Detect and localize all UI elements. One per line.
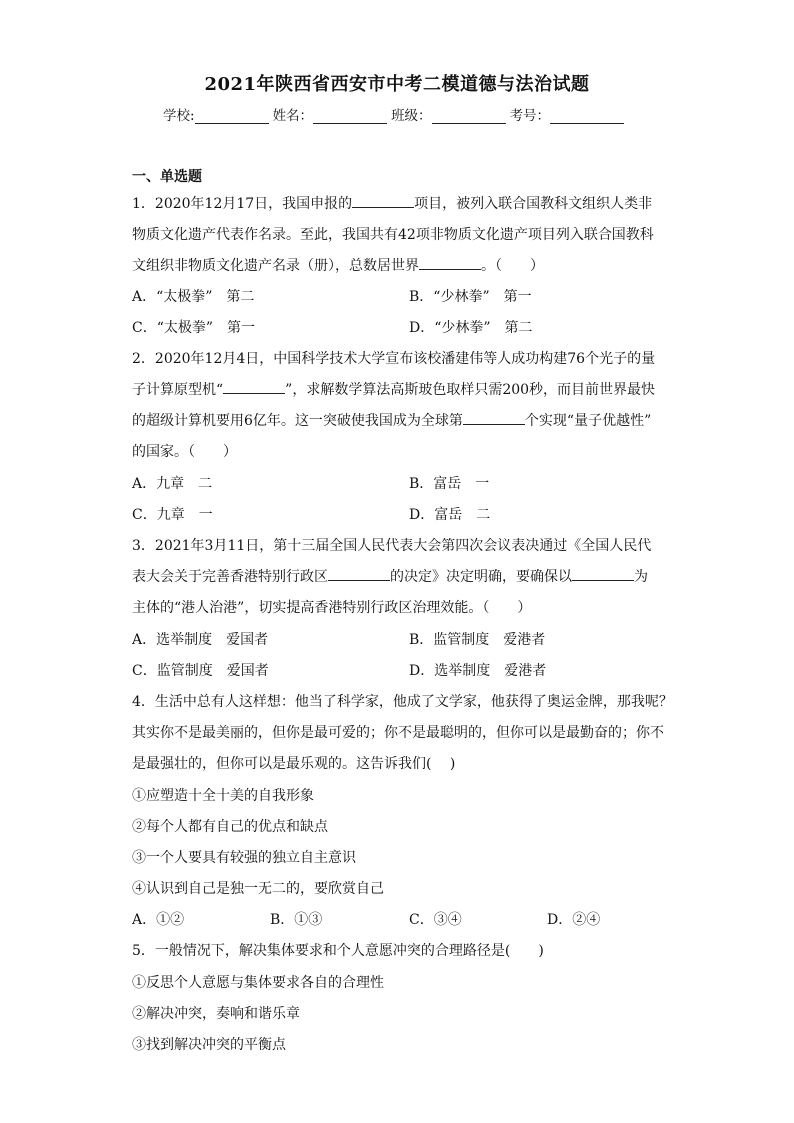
- name-label: 姓名：: [272, 108, 314, 124]
- q4-option-c[interactable]: C．③④: [409, 912, 462, 928]
- q1-line-1: [132, 193, 672, 213]
- q3-text: 表大会关于完善香港特别行政区: [132, 569, 328, 585]
- q2-line-3: [132, 410, 672, 430]
- q5-statement-3: ③找到解决冲突的平衡点: [132, 1037, 286, 1053]
- q1-option-c[interactable]: C．“太极拳” 第一: [132, 320, 256, 336]
- q1-text: 1．2020年12月17日，我国申报的: [132, 196, 353, 212]
- section-heading: 一、单选题: [132, 169, 202, 185]
- q2-option-b[interactable]: B．富岳 一: [409, 476, 490, 492]
- q3-line-3: 主体的“港人治港”，切实提高香港特别行政区治理效能。（ ）: [132, 600, 532, 616]
- exam-no-blank[interactable]: [550, 109, 624, 124]
- q5-statement-2: ②解决冲突，奏响和谐乐章: [132, 1006, 300, 1022]
- q2-line-2: [132, 379, 672, 399]
- q1-option-b[interactable]: B．“少林拳” 第一: [409, 289, 532, 305]
- q3-option-b[interactable]: B．监管制度 爱港者: [409, 632, 546, 648]
- page-title: 2021年陕西省西安市中考二模道德与法治试题: [204, 74, 590, 95]
- q5-statement-1: ①反思个人意愿与集体要求各自的合理性: [132, 975, 384, 991]
- q3-line-2: [132, 566, 672, 586]
- answer-blank: [572, 566, 634, 581]
- class-label: 班级：: [391, 108, 432, 124]
- q1-option-d[interactable]: D．“少林拳” 第二: [409, 320, 533, 336]
- answer-blank: [328, 566, 390, 581]
- school-blank[interactable]: [195, 109, 269, 124]
- q4-statement-1: ①应塑造十全十美的自我形象: [132, 788, 314, 804]
- q1-option-a[interactable]: A．“太极拳” 第二: [132, 289, 255, 305]
- q4-statement-2: ②每个人都有自己的优点和缺点: [132, 819, 328, 835]
- answer-blank: [352, 193, 414, 208]
- q4-line-1: 4．生活中总有人这样想：他当了科学家，他成了文学家，他获得了奥运金牌，那我呢？: [132, 694, 673, 710]
- q2-line-4: 的国家。（ ）: [132, 444, 237, 460]
- q3-line-1: 3．2021年3月11日，第十三届全国人民代表大会第四次会议表决通过《全国人民代: [132, 538, 652, 554]
- q1-text: 文组织非物质文化遗产名录（册），总数居世界: [132, 258, 419, 274]
- q4-option-a[interactable]: A．①②: [132, 912, 185, 928]
- answer-blank: [223, 379, 285, 394]
- q5-line-1: 5．一般情况下，解决集体要求和个人意愿冲突的合理路径是( ): [132, 943, 544, 959]
- class-blank[interactable]: [432, 109, 506, 124]
- q4-option-b[interactable]: B．①③: [270, 912, 323, 928]
- q3-text: 为: [634, 569, 648, 585]
- q4-statement-3: ③一个人要具有较强的独立自主意识: [132, 850, 356, 866]
- q2-option-c[interactable]: C．九章 一: [132, 507, 213, 523]
- q4-statement-4: ④认识到自己是独一无二的，要欣赏自己: [132, 881, 384, 897]
- q1-line-2: 物质文化遗产代表作名录。至此，我国共有42项非物质文化遗产项目列入联合国教科: [132, 227, 654, 243]
- student-info-line: [163, 104, 628, 124]
- q4-option-d[interactable]: D．②④: [547, 912, 601, 928]
- q2-text: 个实现“量子优越性”: [524, 413, 652, 429]
- q3-option-a[interactable]: A．选举制度 爱国者: [132, 632, 269, 648]
- q1-line-3: [132, 255, 672, 275]
- q3-option-c[interactable]: C．监管制度 爱国者: [132, 663, 269, 679]
- answer-blank: [419, 255, 481, 270]
- exam-no-label: 考号：: [509, 108, 551, 124]
- name-blank[interactable]: [313, 109, 387, 124]
- school-label: 学校:: [163, 108, 195, 124]
- q2-option-a[interactable]: A．九章 二: [132, 476, 213, 492]
- answer-blank: [463, 410, 525, 425]
- q1-text: 。（ ）: [481, 258, 544, 274]
- q2-text: 的超级计算机要用6亿年。这一突破使我国成为全球第: [132, 413, 463, 429]
- q3-text: 的决定》决定明确，要确保以: [390, 569, 572, 585]
- q1-text: 项目，被列入联合国教科文组织人类非: [414, 196, 653, 212]
- q2-text: 子计算原型机“: [132, 382, 224, 398]
- q2-text: ”，求解数学算法高斯玻色取样只需200秒，而目前世界最快: [285, 382, 656, 398]
- q4-line-2: 其实你不是最美丽的，但你是最可爱的；你不是最聪明的，但你可以是最勤奋的；你不: [132, 725, 664, 741]
- q4-line-3: 是最强壮的，但你可以是最乐观的。这告诉我们( ): [132, 756, 456, 772]
- q2-option-d[interactable]: D．富岳 二: [409, 507, 491, 523]
- q3-option-d[interactable]: D．选举制度 爱港者: [409, 663, 547, 679]
- q2-line-1: 2．2020年12月4日，中国科学技术大学宣布该校潘建伟等人成功构建76个光子的量: [132, 351, 656, 367]
